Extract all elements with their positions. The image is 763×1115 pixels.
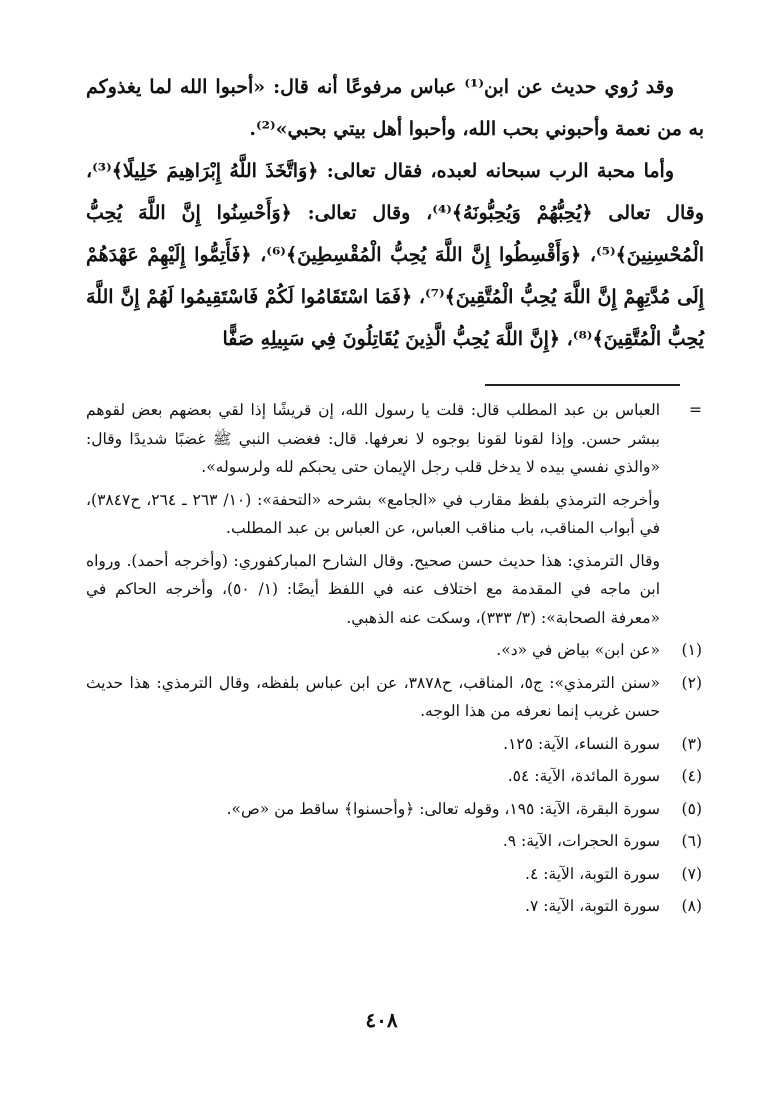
main-text [86, 66, 704, 360]
footnote-text: «عن ابن» بياض في «د». [496, 641, 660, 659]
footnote-list [86, 636, 702, 921]
page-number: ٤٠٨ [365, 1008, 398, 1032]
footnote-text: سورة النساء، الآية: ١٢٥. [503, 734, 660, 753]
footnote-text: سورة التوبة، الآية: ٤. [525, 864, 660, 883]
footnote-3 [86, 730, 702, 759]
footnotes-section [86, 396, 702, 925]
footnote-number: (٢) [681, 673, 702, 692]
footnote-4 [86, 762, 702, 791]
footnote-text: سورة المائدة، الآية: ٥٤. [507, 767, 660, 785]
continuation-paragraph-2: وأخرجه الترمذي بلفظ مقارب في «الجامع» بشرحه «التحفة»: (١٠/ ٢٦٣ ـ ٢٦٤، ح٣٨٤٧)، في أبواب المناقب، باب مناقب العباس، عن العباس بن عبد المطلب. [86, 490, 660, 537]
footnote-text: سورة الحجرات، الآية: ٩. [502, 832, 660, 850]
main-paragraph-2: وأما محبة الرب سبحانه لعبده، فقال تعالى: ﴿وَاتَّخَذَ اللَّهُ إِبْرَاهِيمَ خَلِيلًا﴾⁽³⁾، وقال تعالى ﴿يُحِبُّهُمْ وَيُحِبُّونَهُ﴾⁽⁴⁾، وقال تعالى: ﴿وَأَحْسِنُوا إِنَّ اللَّهَ يُحِبُّ الْمُحْسِنِينَ﴾⁽⁵⁾، ﴿وَأَقْسِطُوا إِنَّ اللَّهَ يُحِبُّ الْمُقْسِطِينَ﴾⁽⁶⁾، ﴿فَأَتِمُّوا إِلَيْهِمْ عَهْدَهُمْ إِلَى مُدَّتِهِمْ إِنَّ اللَّهَ يُحِبُّ الْمُتَّقِينَ﴾⁽⁷⁾، ﴿فَمَا اسْتَقَامُوا لَكُمْ فَاسْتَقِيمُوا لَهُمْ إِنَّ اللَّهَ يُحِبُّ الْمُتَّقِينَ﴾⁽⁸⁾، ﴿إِنَّ اللَّهَ يُحِبُّ الَّذِينَ يُقَاتِلُونَ فِي سَبِيلِهِ صَفًّا [86, 160, 705, 350]
continuation-paragraph-1: العباس بن عبد المطلب قال: قلت يا رسول الله، إن قريشًا إذا لقي بعضهم بعض لقوهم ببشر حسن. وإذا لقونا لقونا بوجوه لا نعرفها. قال: فغضب النبي ﷺ غضبًا شديدًا وقال: «والذي نفسي بيده لا يدخل قلب رجل الإيمان حتى يحبكم لله ولرسوله». [86, 401, 660, 476]
footnote-1 [86, 636, 702, 665]
continuation-paragraph-3: وقال الترمذي: هذا حديث حسن صحيح. وقال الشارح المباركفوري: (وأخرجه أحمد). ورواه ابن ماجه في المقدمة مع اختلاف عنه في اللفظ أيضًا: (١/ ٥٠)، وأخرجه الحاكم في «معرفة الصحابة»: (٣/ ٣٣٣)، وسكت عنه الذهبي. [86, 551, 660, 627]
footnote-divider [485, 384, 680, 386]
footnote-number: (٥) [681, 799, 702, 818]
footnote-number: (٦) [681, 832, 702, 850]
footnote-number: (٤) [681, 767, 702, 785]
continuation-mark: = [689, 401, 702, 419]
footnote-7 [86, 860, 702, 889]
footnote-5 [86, 795, 702, 824]
footnote-text: «سنن الترمذي»: ج٥، المناقب، ح٣٨٧٨، عن ابن عباس بلفظه، وقال الترمذي: هذا حديث حسن غريب إنما نعرفه من هذا الوجه. [86, 673, 661, 720]
footnote-number: (٨) [681, 897, 702, 915]
footnote-text: سورة التوبة، الآية: ٧. [525, 897, 660, 915]
footnote-8 [86, 892, 702, 921]
footnote-2 [86, 669, 702, 726]
footnote-number: (٣) [681, 734, 702, 753]
footnote-text: سورة البقرة، الآية: ١٩٥، وقوله تعالى: ﴿وأحسنوا﴾ ساقط من «ص». [226, 799, 660, 818]
footnote-continuation [86, 396, 702, 632]
main-paragraph-1: وقد رُوي حديث عن ابن⁽¹⁾ عباس مرفوعًا أنه قال: «أحبوا الله لما يغذوكم به من نعمة وأحبوني بحب الله، وأحبوا أهل بيتي بحبي»⁽²⁾. [86, 76, 704, 140]
footnote-6 [86, 827, 702, 856]
footnote-number: (٧) [681, 864, 702, 883]
footnote-number: (١) [681, 641, 702, 659]
